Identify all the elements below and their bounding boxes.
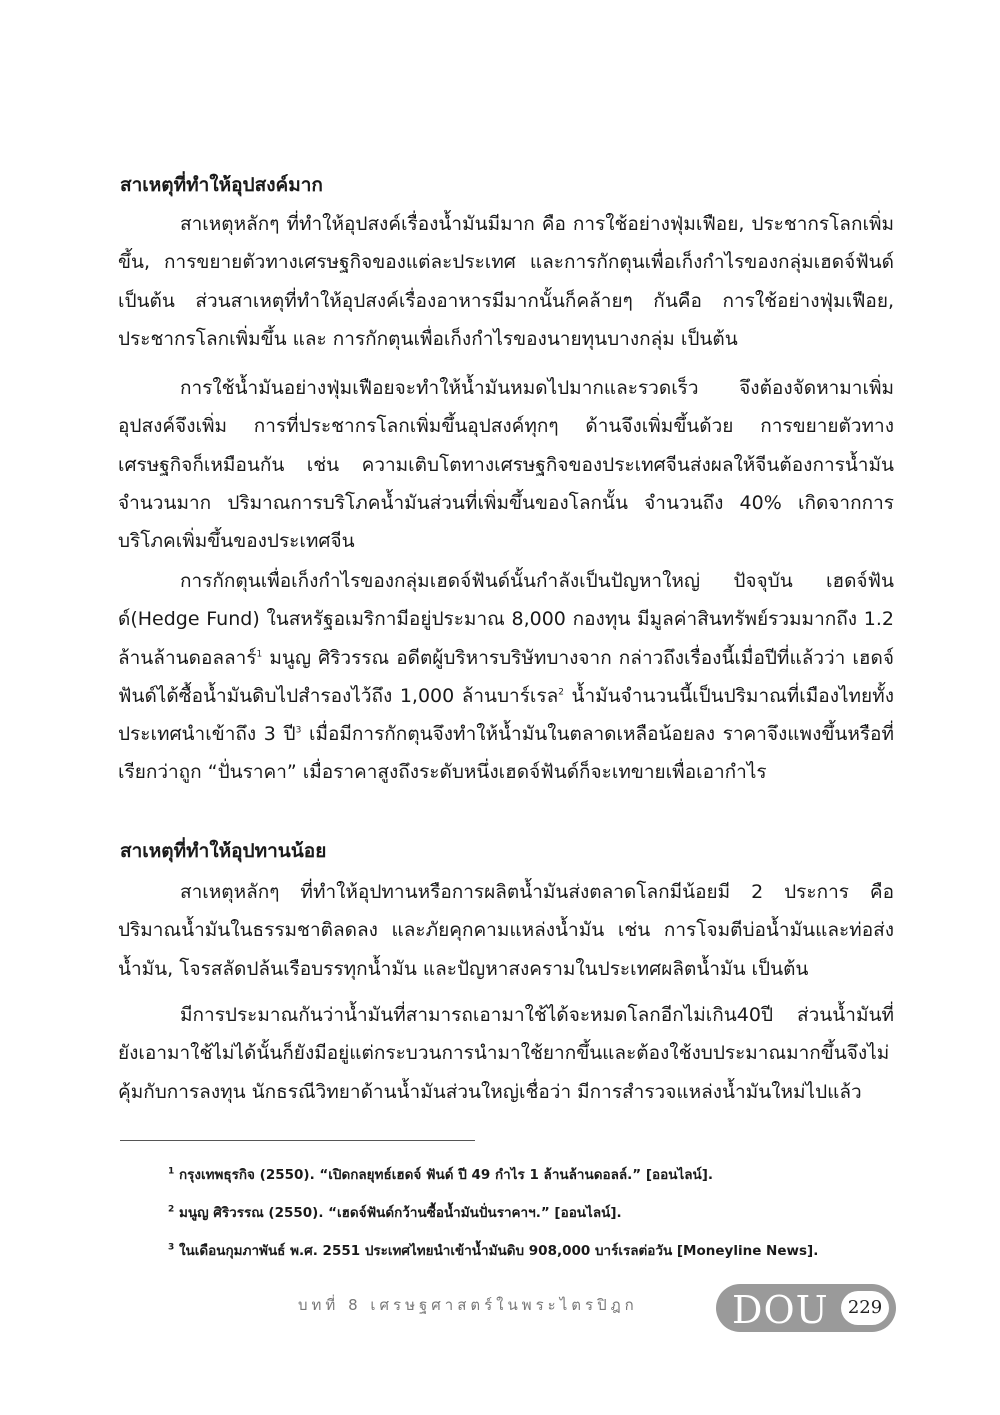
dou-logo: DOU [732,1288,829,1332]
footnote-ref-1[interactable]: 1 [256,649,263,660]
footnote-mark: 3 [168,1242,175,1253]
paragraph-supply-causes: สาเหตุหลักๆ ที่ทำให้อุปทานหรือการผลิตน้ำมันส่งตลาดโลกมีน้อยมี 2 ประการ คือ ปริมาณน้ำมันในธรรมชาติลดลง และภัยคุกคามแหล่งน้ำมัน เช่น การโจมตีบ่อน้ำมันและท่อส่งน้ำมัน, โจรสลัดปล้นเรือบรรทุกน้ำมัน และปัญหาสงครามในประเทศผลิตน้ำมัน เป็นต้น [118,881,894,980]
footnote-text: กรุงเทพธุรกิจ (2550). “เปิดกลยุทธ์เฮดจ์ ฟันด์ ปี 49 กำไร 1 ล้านล้านดอลล์.” [ออนไลน์]. [174,1167,714,1183]
dou-badge [716,1284,896,1332]
footnote-1 [168,1163,908,1185]
footnote-text: มนูญ ศิริวรรณ (2550). “เฮดจ์ฟันด์กว้านซื้อน้ำมันปั่นราคาฯ.” [ออนไลน์]. [174,1205,622,1221]
paragraph-hedge-fund [118,562,894,792]
paragraph-hedge-fund-part-b: มนูญ ศิริวรรณ อดีตผู้บริหารบริษัทบางจาก กล่าวถึงเรื่องนี้เมื่อปีที่แล้วว่า เฮดจ์ฟันด์ได้ซื้อน้ำมันดิบไปสำรองไว้ถึง 1,000 ล้านบาร์เรล [118,646,894,707]
paragraph-oil-consumption: การใช้น้ำมันอย่างฟุ่มเฟือยจะทำให้น้ำมันหมดไปมากและรวดเร็ว จึงต้องจัดหามาเพิ่ม อุปสงค์จึงเพิ่ม การที่ประชากรโลกเพิ่มขึ้นอุปสงค์ทุกๆ ด้านจึงเพิ่มขึ้นด้วย การขยายตัวทางเศรษฐกิจก็เหมือนกัน เช่น ความเติบโตทางเศรษฐกิจของประเทศจีนส่งผลให้จีนต้องการน้ำมันจำนวนมาก ปริมาณการบริโภคน้ำมันส่วนที่เพิ่มขึ้นของโลกนั้น จำนวนถึง 40% เกิดจากการบริโภคเพิ่มขึ้นของประเทศจีน [118,377,894,553]
footnote-3 [168,1239,908,1261]
page-number: 229 [841,1291,889,1325]
section-heading-supply: สาเหตุที่ทำให้อุปทานน้อย [120,840,327,862]
footnote-mark: 2 [168,1204,175,1215]
footnote-text: ในเดือนกุมภาพันธ์ พ.ศ. 2551 ประเทศไทยนำเข้าน้ำมันดิบ 908,000 บาร์เรลต่อวัน [Moneyline News]. [174,1243,819,1259]
footnote-2 [168,1201,908,1223]
footnote-divider [120,1140,475,1141]
paragraph-oil-reserves: มีการประมาณกันว่าน้ำมันที่สามารถเอามาใช้ได้จะหมดโลกอีกไม่เกิน40ปี ส่วนน้ำมันที่ยังเอามาใช้ไม่ได้นั้นก็ยังมีอยู่แต่กระบวนการนำมาใช้ยากขึ้นและต้องใช้งบประมาณมากขึ้นจึงไม่คุ้มกับการลงทุน นักธรณีวิทยาด้านน้ำมันส่วนใหญ่เชื่อว่า มีการสำรวจแหล่งน้ำมันใหม่ไปแล้ว [118,1004,894,1103]
paragraph-hedge-fund-part-d: เมื่อมีการกักตุนจึงทำให้น้ำมันในตลาดเหลือน้อยลง ราคาจึงแพงขึ้นหรือที่เรียกว่าถูก “ปั่นราคา” เมื่อราคาสูงถึงระดับหนึ่งเฮดจ์ฟันด์ก็จะเทขายเพื่อเอากำไร [118,723,894,784]
paragraph-hedge-fund-part-a: การกักตุนเพื่อเก็งกำไรของกลุ่มเฮดจ์ฟันด์นั้นกำลังเป็นปัญหาใหญ่ ปัจจุบัน เฮดจ์ฟันด์(Hedge Fund) ในสหรัฐอเมริกามีอยู่ประมาณ 8,000 กองทุน มีมูลค่าสินทรัพย์รวมมากถึง 1.2 ล้านล้านดอลลาร์ [118,570,894,669]
footnote-ref-2[interactable]: 2 [558,687,565,698]
chapter-title: บทที่ 8 เศรษฐศาสตร์ในพระไตรปิฎก [298,1296,638,1314]
paragraph-hedge-fund-part-c: น้ำมันจำนวนนี้เป็นปริมาณที่เมืองไทยทั้งประเทศนำเข้าถึง 3 ปี [118,684,894,746]
section-heading-demand: สาเหตุที่ทำให้อุปสงค์มาก [120,174,323,196]
paragraph-demand-causes: สาเหตุหลักๆ ที่ทำให้อุปสงค์เรื่องน้ำมันมีมาก คือ การใช้อย่างฟุ่มเฟือย, ประชากรโลกเพิ่มขึ้น, การขยายตัวทางเศรษฐกิจของแต่ละประเทศ และการกักตุนเพื่อเก็งกำไรของกลุ่มเฮดจ์ฟันด์ เป็นต้น ส่วนสาเหตุที่ทำให้อุปสงค์เรื่องอาหารมีมากนั้นก็คล้ายๆ กันคือ การใช้อย่างฟุ่มเฟือย, ประชากรโลกเพิ่มขึ้น และ การกักตุนเพื่อเก็งกำไรของนายทุนบางกลุ่ม เป็นต้น [118,213,894,350]
footnote-mark: 1 [168,1166,175,1177]
footnote-ref-3[interactable]: 3 [295,725,302,736]
